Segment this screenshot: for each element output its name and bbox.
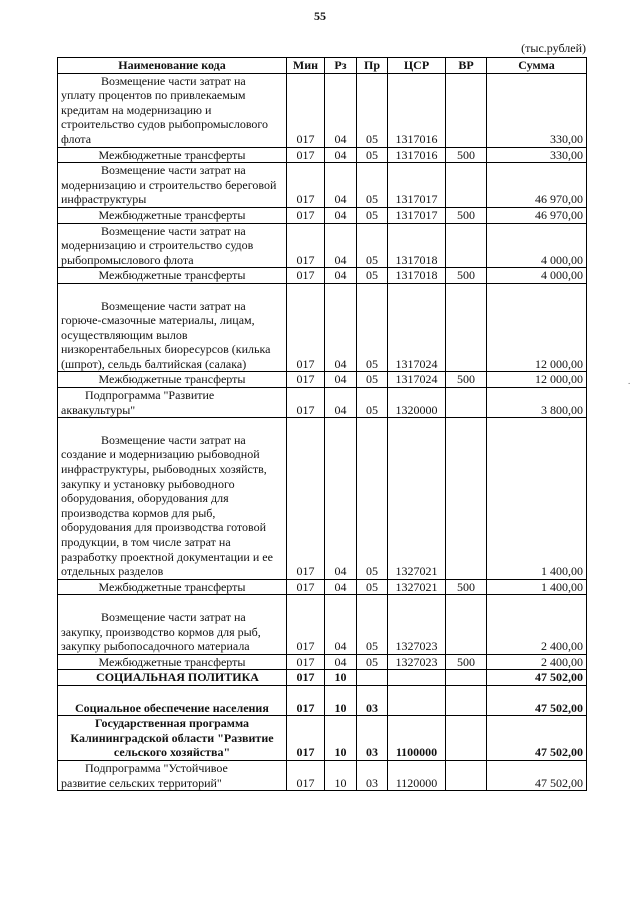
table-row <box>58 716 587 761</box>
row-pr: 05 <box>357 579 388 595</box>
row-csr: 1317024 <box>388 372 446 388</box>
row-min: 017 <box>287 716 325 761</box>
row-sum: 46 970,00 <box>487 163 587 208</box>
row-sum: 47 502,00 <box>487 716 587 761</box>
row-rz: 04 <box>325 283 357 372</box>
row-name <box>58 223 287 268</box>
row-name-line: флота <box>61 131 92 146</box>
row-rz: 04 <box>325 418 357 580</box>
row-csr: 1327021 <box>388 418 446 580</box>
table-row <box>58 388 587 418</box>
row-name <box>58 388 287 418</box>
row-name-line: Возмещение части затрат на <box>101 163 246 178</box>
row-min: 017 <box>287 670 325 686</box>
row-vr <box>446 685 487 715</box>
row-min: 017 <box>287 760 325 790</box>
row-name-line: низкорентабельных биоресурсов (килька <box>61 342 271 357</box>
row-name-line: Социальное обеспечение населения <box>75 700 269 715</box>
row-name <box>58 654 287 670</box>
row-rz: 04 <box>325 223 357 268</box>
row-name-line: отдельных разделов <box>61 564 164 579</box>
row-name-line: уплату процентов по привлекаемым <box>61 88 246 103</box>
row-pr: 05 <box>357 388 388 418</box>
row-name-line: Подпрограмма "Развитие <box>85 388 215 403</box>
row-min: 017 <box>287 163 325 208</box>
table-row <box>58 595 587 654</box>
header-name: Наименование кода <box>58 58 287 74</box>
header-sum: Сумма <box>487 58 587 74</box>
row-name-line: разработку проектной документации и ее <box>61 549 273 564</box>
row-name-line: Межбюджетные трансферты <box>98 207 246 222</box>
row-min: 017 <box>287 579 325 595</box>
row-vr <box>446 283 487 372</box>
row-csr: 1317018 <box>388 223 446 268</box>
row-sum: 1 400,00 <box>487 418 587 580</box>
row-spacer <box>61 686 283 701</box>
row-name-line: Возмещение части затрат на <box>101 609 246 624</box>
row-sum: 2 400,00 <box>487 595 587 654</box>
row-pr <box>357 670 388 686</box>
row-csr: 1317024 <box>388 283 446 372</box>
table-body <box>58 73 587 791</box>
table-row <box>58 579 587 595</box>
row-min: 017 <box>287 207 325 223</box>
row-vr <box>446 716 487 761</box>
table-row <box>58 685 587 715</box>
row-vr: 500 <box>446 654 487 670</box>
row-spacer <box>61 418 283 433</box>
row-sum: 2 400,00 <box>487 654 587 670</box>
row-pr: 05 <box>357 73 388 147</box>
margin-mark: . <box>628 376 631 386</box>
table-row <box>58 418 587 580</box>
row-min: 017 <box>287 654 325 670</box>
row-name <box>58 207 287 223</box>
row-name-line: оборудования, оборудования для <box>61 491 229 506</box>
row-vr: 500 <box>446 147 487 163</box>
row-pr: 05 <box>357 654 388 670</box>
row-name <box>58 163 287 208</box>
row-sum: 3 800,00 <box>487 388 587 418</box>
row-vr: 500 <box>446 372 487 388</box>
row-name <box>58 283 287 372</box>
table-row <box>58 163 587 208</box>
row-name-line: Межбюджетные трансферты <box>98 654 246 669</box>
row-name-line: закупку, производство кормов для рыб, <box>61 624 261 639</box>
row-rz: 10 <box>325 716 357 761</box>
row-name <box>58 670 287 686</box>
row-name-line: модернизацию и строительство судов <box>61 238 254 253</box>
row-pr: 03 <box>357 760 388 790</box>
row-name-line: инфраструктуры, рыбоводных хозяйств, <box>61 462 267 477</box>
row-pr: 05 <box>357 372 388 388</box>
row-rz: 04 <box>325 268 357 284</box>
row-name-line: модернизацию и строительство береговой <box>61 177 277 192</box>
row-csr: 1100000 <box>388 716 446 761</box>
row-name <box>58 579 287 595</box>
table-row <box>58 654 587 670</box>
budget-table <box>57 57 587 791</box>
row-spacer <box>61 284 283 299</box>
row-rz: 10 <box>325 670 357 686</box>
row-vr <box>446 670 487 686</box>
row-name-line: продукции, в том числе затрат на <box>61 535 231 549</box>
row-name-line: оборудования для производства готовой <box>61 520 266 535</box>
row-min: 017 <box>287 388 325 418</box>
row-sum: 12 000,00 <box>487 283 587 372</box>
row-pr: 05 <box>357 268 388 284</box>
row-csr: 1327021 <box>388 579 446 595</box>
row-rz: 04 <box>325 73 357 147</box>
row-name <box>58 760 287 790</box>
row-min: 017 <box>287 372 325 388</box>
row-pr: 03 <box>357 685 388 715</box>
row-min: 017 <box>287 268 325 284</box>
row-rz: 04 <box>325 579 357 595</box>
row-csr: 1317017 <box>388 163 446 208</box>
header-csr: ЦСР <box>388 58 446 74</box>
row-name-line: создание и модернизацию рыбоводной <box>61 447 260 462</box>
row-min: 017 <box>287 685 325 715</box>
row-vr: 500 <box>446 268 487 284</box>
row-name-line: закупку и установку рыбоводного <box>61 476 235 491</box>
row-csr: 1327023 <box>388 595 446 654</box>
row-name-line: сельского хозяйства" <box>113 745 231 760</box>
row-csr: 1317016 <box>388 73 446 147</box>
row-sum: 1 400,00 <box>487 579 587 595</box>
row-rz: 10 <box>325 685 357 715</box>
row-name-line: Межбюджетные трансферты <box>98 268 246 283</box>
row-pr: 05 <box>357 147 388 163</box>
row-pr: 05 <box>357 595 388 654</box>
row-min: 017 <box>287 283 325 372</box>
table-row <box>58 207 587 223</box>
row-name-line: закупку рыбопосадочного материала <box>61 639 250 654</box>
row-name <box>58 685 287 715</box>
table-row <box>58 372 587 388</box>
row-pr: 05 <box>357 207 388 223</box>
row-min: 017 <box>287 147 325 163</box>
row-name-line: СОЦИАЛЬНАЯ ПОЛИТИКА <box>96 670 259 685</box>
row-sum: 47 502,00 <box>487 760 587 790</box>
row-sum: 330,00 <box>487 147 587 163</box>
row-rz: 04 <box>325 163 357 208</box>
row-sum: 4 000,00 <box>487 268 587 284</box>
row-name-line: (шпрот), сельдь балтийская (салака) <box>61 356 247 371</box>
row-pr: 05 <box>357 283 388 372</box>
header-min: Мин <box>287 58 325 74</box>
table-row <box>58 223 587 268</box>
row-spacer <box>61 595 283 610</box>
row-name-line: развитие сельских территорий" <box>61 775 222 790</box>
row-vr: 500 <box>446 579 487 595</box>
row-rz: 04 <box>325 388 357 418</box>
row-rz: 04 <box>325 654 357 670</box>
row-pr: 05 <box>357 163 388 208</box>
row-name <box>58 73 287 147</box>
table-row <box>58 760 587 790</box>
row-name-line: Государственная программа <box>94 716 250 731</box>
header-pr: Пр <box>357 58 388 74</box>
row-min: 017 <box>287 418 325 580</box>
row-min: 017 <box>287 595 325 654</box>
row-name-line: инфраструктуры <box>61 192 147 207</box>
row-vr <box>446 595 487 654</box>
row-rz: 04 <box>325 207 357 223</box>
row-name-line: горюче-смазочные материалы, лицам, <box>61 313 255 328</box>
row-vr <box>446 223 487 268</box>
row-name-line: осуществляющим вылов <box>61 327 188 342</box>
table-row <box>58 268 587 284</box>
table-row <box>58 670 587 686</box>
row-csr: 1317017 <box>388 207 446 223</box>
row-vr <box>446 418 487 580</box>
row-name-line: Калининградской области "Развитие <box>70 730 274 745</box>
row-vr <box>446 388 487 418</box>
row-csr: 1317018 <box>388 268 446 284</box>
row-vr <box>446 163 487 208</box>
row-name-line: Возмещение части затрат на <box>101 223 246 238</box>
table-row <box>58 73 587 147</box>
row-sum: 47 502,00 <box>487 685 587 715</box>
header-vr: ВР <box>446 58 487 74</box>
row-rz: 04 <box>325 147 357 163</box>
row-name-line: Подпрограмма "Устойчивое <box>85 760 228 775</box>
row-name <box>58 147 287 163</box>
row-pr: 05 <box>357 418 388 580</box>
row-rz: 04 <box>325 372 357 388</box>
row-name-line: кредитам на модернизацию и <box>61 102 212 117</box>
row-min: 017 <box>287 73 325 147</box>
row-name <box>58 595 287 654</box>
units-label: (тыс.рублей) <box>521 41 586 55</box>
row-name-line: производства кормов для рыб, <box>61 505 216 520</box>
row-rz: 04 <box>325 595 357 654</box>
row-csr: 1320000 <box>388 388 446 418</box>
row-vr <box>446 760 487 790</box>
row-name-line: Межбюджетные трансферты <box>98 579 246 594</box>
row-vr <box>446 73 487 147</box>
row-csr: 1327023 <box>388 654 446 670</box>
row-sum: 4 000,00 <box>487 223 587 268</box>
row-csr <box>388 670 446 686</box>
row-name <box>58 716 287 761</box>
row-sum: 330,00 <box>487 73 587 147</box>
row-name-line: Возмещение части затрат на <box>101 298 246 313</box>
row-pr: 05 <box>357 223 388 268</box>
row-name <box>58 418 287 580</box>
row-name <box>58 268 287 284</box>
row-name-line: Возмещение части затрат на <box>101 432 246 447</box>
table-row <box>58 147 587 163</box>
row-sum: 47 502,00 <box>487 670 587 686</box>
row-name-line: рыбопромыслового флота <box>61 252 194 267</box>
row-name-line: Возмещение части затрат на <box>101 73 246 88</box>
row-min: 017 <box>287 223 325 268</box>
page-number: 55 <box>314 9 326 23</box>
row-name-line: аквакультуры" <box>61 402 136 417</box>
row-name-line: Межбюджетные трансферты <box>98 147 246 162</box>
row-csr <box>388 685 446 715</box>
row-vr: 500 <box>446 207 487 223</box>
row-rz: 10 <box>325 760 357 790</box>
row-csr: 1120000 <box>388 760 446 790</box>
row-name-line: строительство судов рыбопромыслового <box>61 117 269 132</box>
row-name-line: Межбюджетные трансферты <box>98 372 246 387</box>
header-rz: Рз <box>325 58 357 74</box>
row-sum: 46 970,00 <box>487 207 587 223</box>
row-sum: 12 000,00 <box>487 372 587 388</box>
table-row <box>58 283 587 372</box>
row-name <box>58 372 287 388</box>
table-header-row <box>58 58 587 74</box>
row-pr: 03 <box>357 716 388 761</box>
row-csr: 1317016 <box>388 147 446 163</box>
